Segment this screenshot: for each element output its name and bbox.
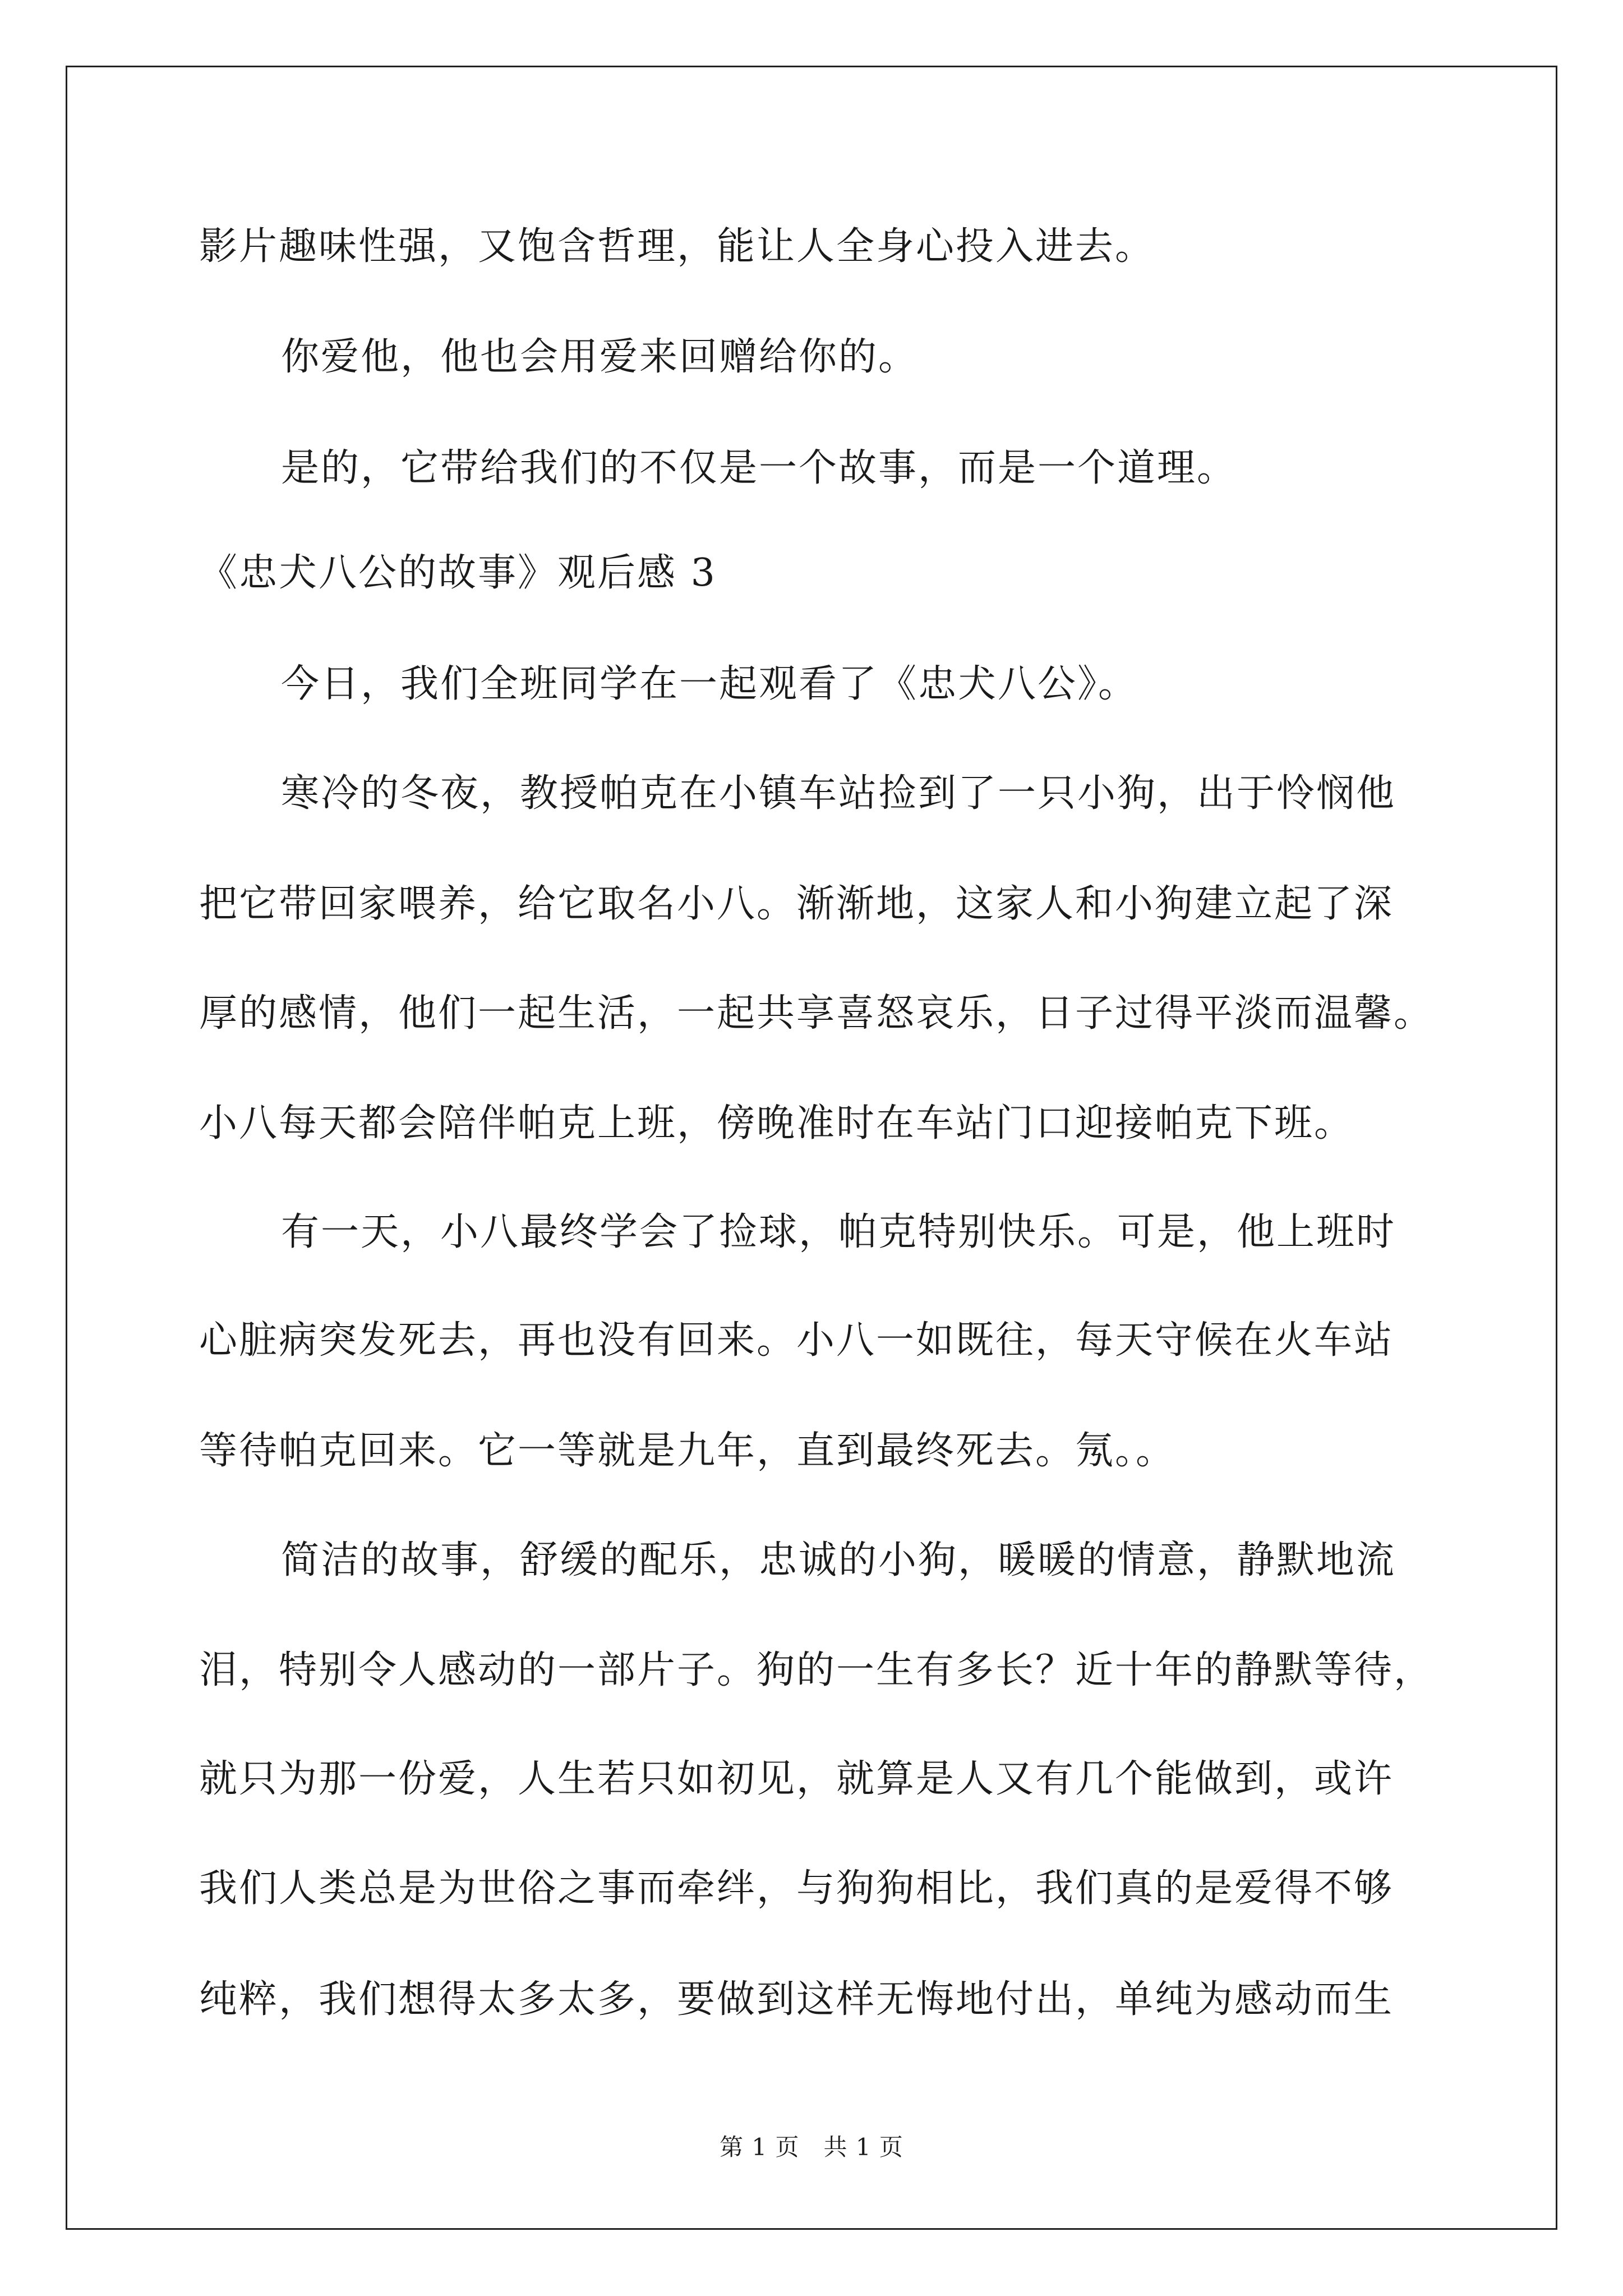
text-line: 有一天，小八最终学会了捡球，帕克特别快乐。可是，他上班时 — [281, 1210, 1396, 1254]
text-line: 你爱他，他也会用爱来回赠给你的。 — [281, 335, 919, 379]
text-line: 简洁的故事，舒缓的配乐，忠诚的小狗，暖暖的情意，静默地流 — [281, 1538, 1396, 1582]
text-line: 寒冷的冬夜，教授帕克在小镇车站捡到了一只小狗，出于怜悯他 — [281, 771, 1396, 816]
text-line: 纯粹，我们想得太多太多，要做到这样无悔地付出，单纯为感动而生 — [199, 1977, 1394, 2022]
text-line: 小八每天都会陪伴帕克上班，傍晚准时在车站门口迎接帕克下班。 — [199, 1101, 1354, 1145]
text-line: 就只为那一份爱，人生若只如初见，就算是人又有几个能做到，或许 — [199, 1757, 1394, 1801]
text-line: 泪，特别令人感动的一部片子。狗的一生有多长？近十年的静默等待， — [199, 1648, 1434, 1692]
text-line: 我们人类总是为世俗之事而牵绊，与狗狗相比，我们真的是爱得不够 — [199, 1866, 1394, 1911]
text-line: 厚的感情，他们一起生活，一起共享喜怒哀乐，日子过得平淡而温馨。 — [199, 991, 1434, 1036]
text-line: 影片趣味性强，又饱含哲理，能让人全身心投入进去。 — [199, 224, 1155, 269]
section-heading: 《忠犬八公的故事》观后感 3 — [199, 551, 717, 595]
text-line: 把它带回家喂养，给它取名小八。渐渐地，这家人和小狗建立起了深 — [199, 882, 1394, 926]
text-line: 是的，它带给我们的不仅是一个故事，而是一个道理。 — [281, 446, 1237, 490]
text-line: 心脏病突发死去，再也没有回来。小八一如既往，每天守候在火车站 — [199, 1318, 1394, 1363]
text-line: 今日，我们全班同学在一起观看了《忠犬八公》。 — [281, 662, 1138, 706]
text-line: 等待帕克回来。它一等就是九年，直到最终死去。氖。。 — [199, 1429, 1176, 1473]
page-number-footer: 第 1 页 共 1 页 — [720, 2133, 903, 2161]
